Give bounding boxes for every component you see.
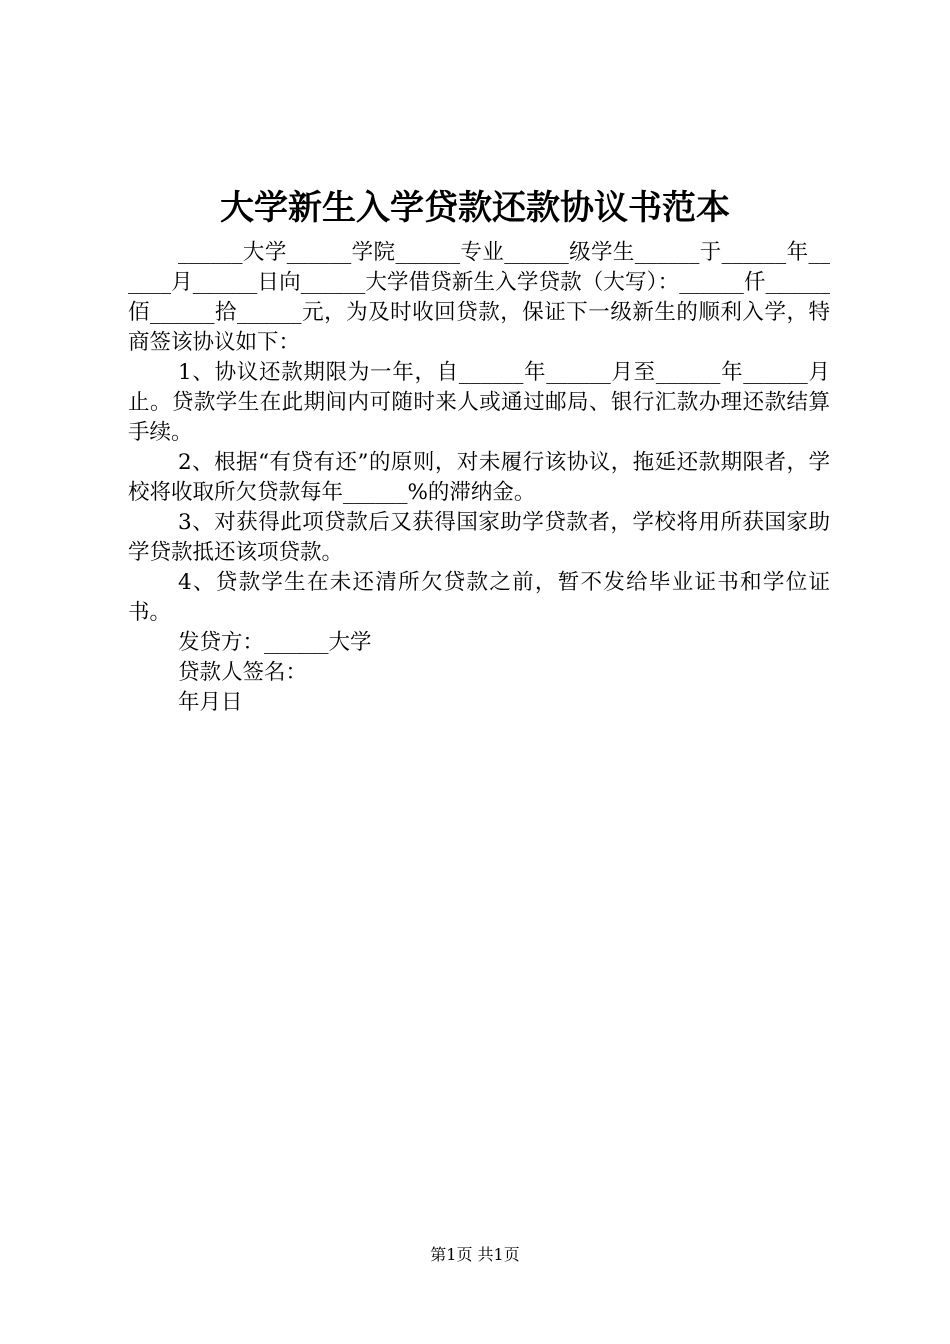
clause-2: 2、根据“有贷有还”的原则，对未履行该协议，拖延还款期限者，学校将收取所欠贷款每年______%的滞纳金。	[128, 450, 830, 505]
clause-4: 4、贷款学生在未还清所欠贷款之前，暂不发给毕业证书和学位证书。	[128, 570, 830, 625]
clause-1: 1、协议还款期限为一年，自______年______月至______年______月止。贷款学生在此期间内可随时来人或通过邮局、银行汇款办理还款结算手续。	[128, 360, 830, 445]
date-line: 年月日	[178, 690, 243, 715]
page-footer: 第1页 共1页	[430, 1245, 520, 1264]
document-title: 大学新生入学贷款还款协议书范本	[220, 188, 730, 228]
borrower-signature-line: 贷款人签名：	[178, 660, 308, 685]
lender-line: 发贷方：______大学	[178, 630, 372, 655]
intro-paragraph: ______大学______学院______专业______级学生______于______年______月______日向______大学借贷新生入学贷款（大写）：______仟______佰______拾______元，为及时收回贷款，保证下一级新生的顺利入学，特商签该协议如下：	[128, 240, 830, 355]
document-body	[128, 238, 830, 718]
clause-3: 3、对获得此项贷款后又获得国家助学贷款者，学校将用所获国家助学贷款抵还该项贷款。	[128, 510, 830, 565]
